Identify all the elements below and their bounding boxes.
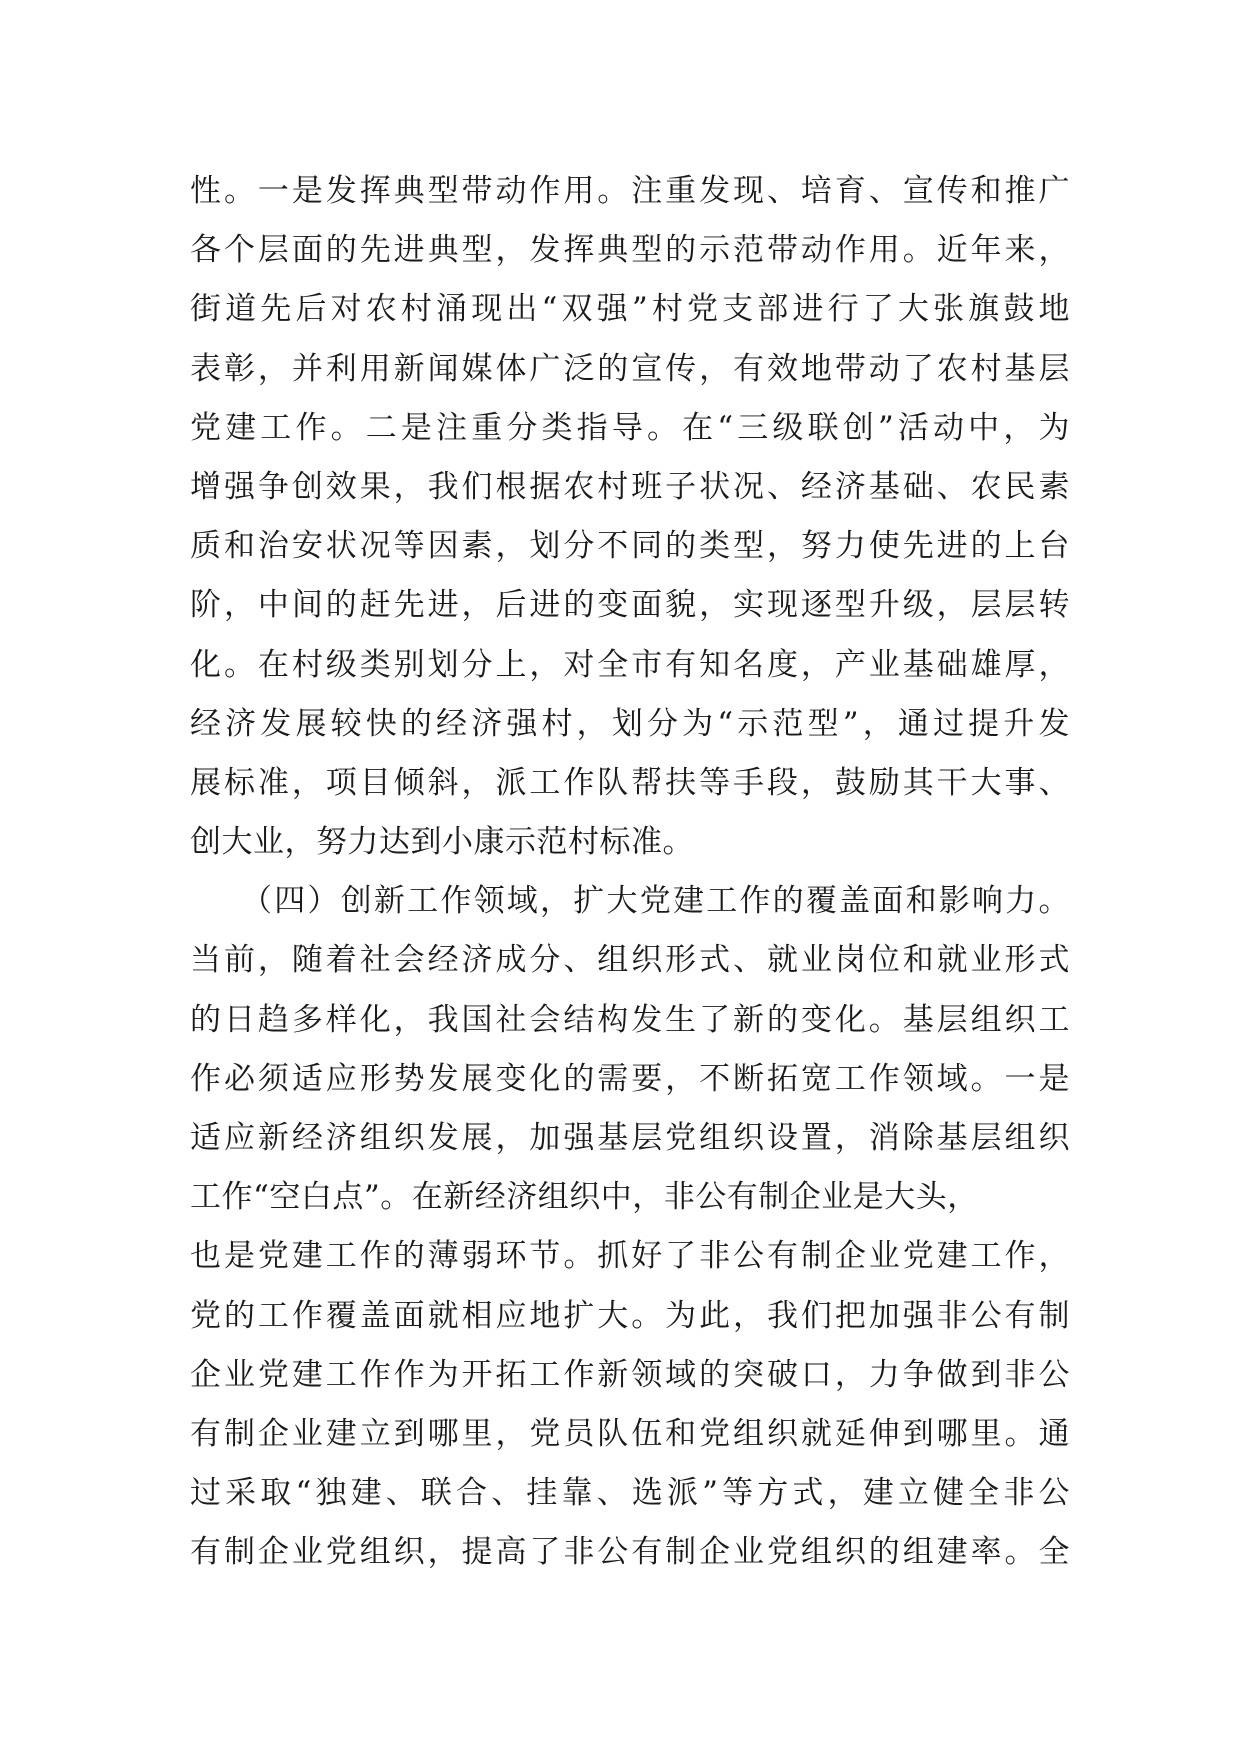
text-line: 工作“空白点”。在新经济组织中，非公有制企业是大头， [190, 1179, 979, 1216]
text-line: 过采取“独建、联合、挂靠、选派”等方式，建立健全非公 [190, 1475, 1070, 1512]
document-body [190, 162, 1070, 1583]
text-line: 有制企业建立到哪里，党员队伍和党组织就延伸到哪里。通 [190, 1415, 1070, 1452]
text-line: 的日趋多样化，我国社会结构发生了新的变化。基层组织工 [190, 1001, 1070, 1038]
text-line: 党的工作覆盖面就相应地扩大。为此，我们把加强非公有制 [190, 1297, 1070, 1334]
text-line: 增强争创效果，我们根据农村班子状况、经济基础、农民素 [190, 468, 1070, 505]
text-line: 阶，中间的赶先进，后进的变面貌，实现逐型升级，层层转 [190, 587, 1070, 624]
text-line: 企业党建工作作为开拓工作新领域的突破口，力争做到非公 [190, 1356, 1070, 1393]
text-line: 有制企业党组织，提高了非公有制企业党组织的组建率。全 [190, 1534, 1070, 1571]
text-line: 创大业，努力达到小康示范村标准。 [190, 824, 694, 861]
section-heading-line: （四）创新工作领域，扩大党建工作的覆盖面和影响力。 [190, 883, 1070, 920]
text-line: 各个层面的先进典型，发挥典型的示范带动作用。近年来， [190, 232, 1070, 269]
text-line: 表彰，并利用新闻媒体广泛的宣传，有效地带动了农村基层 [190, 350, 1070, 387]
text-line: 展标准，项目倾斜，派工作队帮扶等手段，鼓励其干大事、 [190, 764, 1070, 801]
text-line: 也是党建工作的薄弱环节。抓好了非公有制企业党建工作， [190, 1238, 1070, 1275]
text-line: 作必须适应形势发展变化的需要，不断拓宽工作领域。一是 [190, 1060, 1070, 1097]
text-line: 性。一是发挥典型带动作用。注重发现、培育、宣传和推广 [190, 173, 1070, 209]
text-line: 经济发展较快的经济强村，划分为“示范型”，通过提升发 [190, 705, 1070, 742]
text-line: 适应新经济组织发展，加强基层党组织设置，消除基层组织 [190, 1120, 1070, 1156]
text-line: 当前，随着社会经济成分、组织形式、就业岗位和就业形式 [190, 942, 1070, 979]
text-line: 党建工作。二是注重分类指导。在“三级联创”活动中，为 [190, 409, 1070, 446]
text-line: 质和治安状况等因素，划分不同的类型，努力使先进的上台 [190, 528, 1070, 565]
text-line: 街道先后对农村涌现出“双强”村党支部进行了大张旗鼓地 [190, 291, 1070, 328]
text-line: 化。在村级类别划分上，对全市有知名度，产业基础雄厚， [190, 646, 1070, 683]
